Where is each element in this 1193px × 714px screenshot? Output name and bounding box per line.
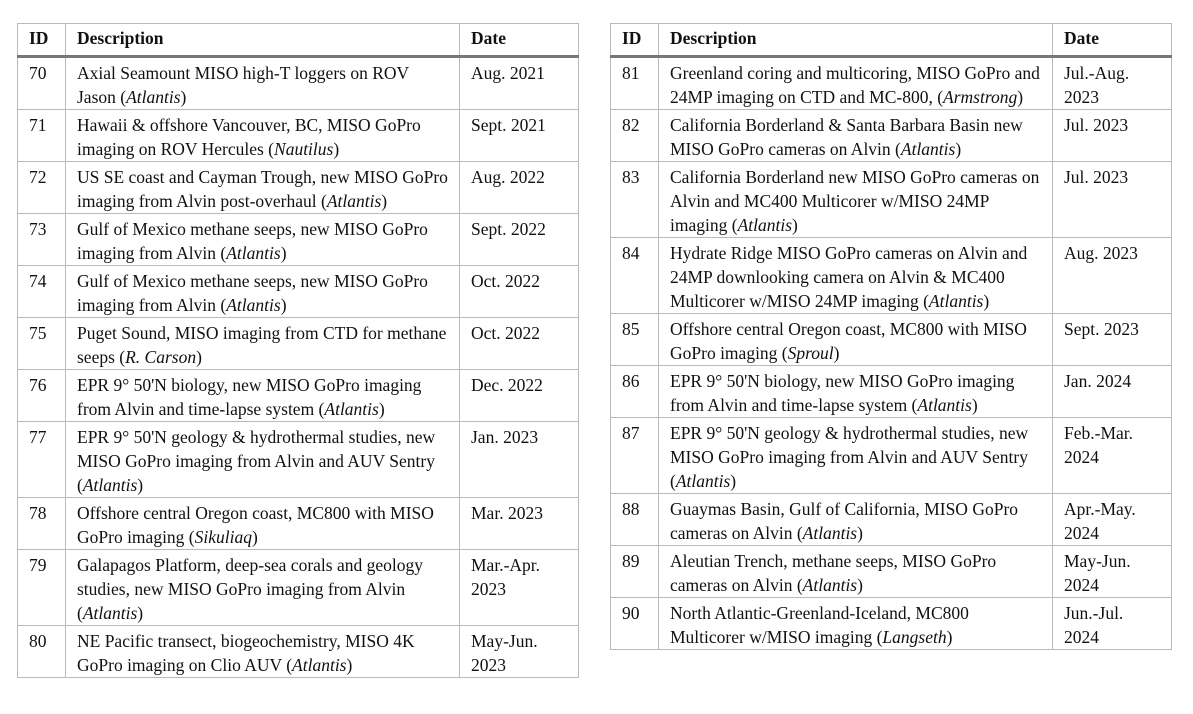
row-date: Oct. 2022	[460, 318, 579, 370]
vessel-name: Atlantis	[326, 191, 382, 211]
table-row	[18, 422, 579, 498]
description-tail: )	[252, 527, 258, 547]
row-id: 88	[611, 494, 659, 546]
table-row	[18, 57, 579, 110]
vessel-name: Atlantis	[900, 139, 956, 159]
row-date: Mar. 2023	[460, 498, 579, 550]
description-text: Guaymas Basin, Gulf of California, MISO GoPro cameras on Alvin (	[670, 499, 1019, 543]
row-description	[659, 418, 1053, 494]
row-id: 76	[18, 370, 66, 422]
vessel-name: Atlantis	[126, 87, 181, 107]
row-date: Aug. 2021	[460, 57, 579, 110]
row-id: 79	[18, 550, 66, 626]
row-id: 80	[18, 626, 66, 678]
description-text: Galapagos Platform, deep-sea corals and geology studies, new MISO GoPro imaging from Alvin (	[77, 555, 423, 623]
row-description	[66, 266, 460, 318]
row-date: Jan. 2023	[460, 422, 579, 498]
description-text: Offshore central Oregon coast, MC800 with MISO GoPro imaging (	[670, 319, 1027, 363]
vessel-name: Atlantis	[324, 399, 379, 419]
row-id: 87	[611, 418, 659, 494]
row-description	[66, 422, 460, 498]
vessel-name: Atlantis	[82, 603, 138, 623]
table-row	[18, 370, 579, 422]
description-tail: )	[333, 139, 340, 159]
header-date: Date	[460, 24, 579, 57]
description-tail: )	[946, 627, 953, 647]
description-text: EPR 9° 50'N geology & hydrothermal studies, new MISO GoPro imaging from Alvin and AUV Sentry (	[77, 427, 436, 495]
row-id: 73	[18, 214, 66, 266]
row-date: Dec. 2022	[460, 370, 579, 422]
description-tail: )	[137, 475, 144, 495]
row-id: 75	[18, 318, 66, 370]
row-id: 89	[611, 546, 659, 598]
table-row	[18, 162, 579, 214]
row-date: Mar.-Apr. 2023	[460, 550, 579, 626]
row-description	[659, 110, 1053, 162]
description-text: California Borderland new MISO GoPro cameras on Alvin and MC400 Multicorer w/MISO 24MP imaging (	[670, 167, 1040, 235]
row-id: 71	[18, 110, 66, 162]
table-row	[18, 318, 579, 370]
description-text: Axial Seamount MISO high-T loggers on ROV Jason (	[77, 63, 409, 107]
description-tail: )	[955, 139, 962, 159]
description-tail: )	[280, 295, 287, 315]
description-text: Aleutian Trench, methane seeps, MISO GoPro cameras on Alvin (	[670, 551, 997, 595]
description-tail: )	[346, 655, 353, 675]
description-text: Hydrate Ridge MISO GoPro cameras on Alvin and 24MP downlooking camera on Alvin & MC400 Multicorer w/MISO 24MP imaging (	[670, 243, 1028, 311]
row-description	[66, 110, 460, 162]
row-description	[659, 238, 1053, 314]
description-tail: )	[1017, 87, 1024, 107]
description-text: North Atlantic-Greenland-Iceland, MC800 Multicorer w/MISO imaging (	[670, 603, 969, 647]
row-date: Jun.-Jul. 2024	[1053, 598, 1172, 650]
row-date: Feb.-Mar. 2024	[1053, 418, 1172, 494]
row-description	[659, 57, 1053, 110]
vessel-name: Sproul	[787, 343, 834, 363]
row-description	[66, 214, 460, 266]
row-date: Jul. 2023	[1053, 162, 1172, 238]
row-date: Aug. 2023	[1053, 238, 1172, 314]
description-tail: )	[792, 215, 798, 235]
vessel-name: Nautilus	[274, 139, 334, 159]
row-description	[659, 546, 1053, 598]
description-text: EPR 9° 50'N biology, new MISO GoPro imaging from Alvin and time-lapse system (	[670, 371, 1015, 415]
table-row	[611, 110, 1172, 162]
row-description	[66, 162, 460, 214]
vessel-name: Atlantis	[292, 655, 347, 675]
row-description	[66, 318, 460, 370]
header-description: Description	[66, 24, 460, 57]
row-id: 81	[611, 57, 659, 110]
table-row	[18, 626, 579, 678]
row-date: Jul.-Aug. 2023	[1053, 57, 1172, 110]
table-row	[18, 266, 579, 318]
table-row	[611, 546, 1172, 598]
row-description	[66, 57, 460, 110]
description-tail: )	[381, 191, 388, 211]
row-id: 70	[18, 57, 66, 110]
description-tail: )	[857, 523, 863, 543]
description-text: Offshore central Oregon coast, MC800 with MISO GoPro imaging (	[77, 503, 434, 547]
row-description	[66, 626, 460, 678]
row-description	[659, 162, 1053, 238]
row-id: 83	[611, 162, 659, 238]
row-id: 90	[611, 598, 659, 650]
row-date: May-Jun. 2023	[460, 626, 579, 678]
row-id: 77	[18, 422, 66, 498]
header-id: ID	[611, 24, 659, 57]
vessel-name: Atlantis	[82, 475, 138, 495]
vessel-name: Atlantis	[737, 215, 793, 235]
row-id: 74	[18, 266, 66, 318]
table-row	[18, 110, 579, 162]
description-tail: )	[137, 603, 144, 623]
vessel-name: R. Carson	[125, 347, 197, 367]
table-row	[611, 314, 1172, 366]
header-description: Description	[659, 24, 1053, 57]
expedition-table-left	[17, 23, 579, 678]
table-body-left	[18, 57, 579, 678]
row-id: 86	[611, 366, 659, 418]
description-text: Gulf of Mexico methane seeps, new MISO GoPro imaging from Alvin (	[77, 271, 428, 315]
table-row	[18, 498, 579, 550]
row-description	[66, 550, 460, 626]
row-id: 85	[611, 314, 659, 366]
description-text: Gulf of Mexico methane seeps, new MISO GoPro imaging from Alvin (	[77, 219, 428, 263]
vessel-name: Sikuliaq	[194, 527, 252, 547]
vessel-name: Atlantis	[917, 395, 972, 415]
row-description	[659, 598, 1053, 650]
vessel-name: Atlantis	[802, 575, 858, 595]
header-date: Date	[1053, 24, 1172, 57]
vessel-name: Armstrong	[943, 87, 1018, 107]
row-id: 84	[611, 238, 659, 314]
table-header-row	[18, 24, 579, 57]
vessel-name: Atlantis	[928, 291, 984, 311]
description-tail: )	[857, 575, 863, 595]
description-tail: )	[196, 347, 202, 367]
vessel-name: Atlantis	[675, 471, 731, 491]
description-text: EPR 9° 50'N geology & hydrothermal studies, new MISO GoPro imaging from Alvin and AUV Sentry (	[670, 423, 1029, 491]
description-tail: )	[730, 471, 737, 491]
description-tail: )	[378, 399, 385, 419]
row-date: Sept. 2021	[460, 110, 579, 162]
table-row	[18, 550, 579, 626]
header-id: ID	[18, 24, 66, 57]
description-tail: )	[983, 291, 990, 311]
row-description	[659, 494, 1053, 546]
expedition-table-right	[610, 23, 1172, 650]
table-header-row	[611, 24, 1172, 57]
vessel-name: Atlantis	[226, 295, 281, 315]
table-row	[18, 214, 579, 266]
row-date: Aug. 2022	[460, 162, 579, 214]
table-row	[611, 162, 1172, 238]
vessel-name: Langseth	[882, 627, 947, 647]
table-row	[611, 366, 1172, 418]
row-description	[659, 314, 1053, 366]
table-row	[611, 598, 1172, 650]
description-tail: )	[180, 87, 187, 107]
row-date: May-Jun. 2024	[1053, 546, 1172, 598]
description-text: Greenland coring and multicoring, MISO GoPro and 24MP imaging on CTD and MC-800, (	[670, 63, 1040, 107]
table-row	[611, 57, 1172, 110]
description-tail: )	[833, 343, 840, 363]
row-date: Sept. 2023	[1053, 314, 1172, 366]
description-tail: )	[280, 243, 287, 263]
vessel-name: Atlantis	[802, 523, 858, 543]
row-id: 78	[18, 498, 66, 550]
row-description	[659, 366, 1053, 418]
description-text: NE Pacific transect, biogeochemistry, MISO 4K GoPro imaging on Clio AUV (	[77, 631, 415, 675]
row-date: Jul. 2023	[1053, 110, 1172, 162]
row-description	[66, 498, 460, 550]
description-text: Puget Sound, MISO imaging from CTD for methane seeps (	[77, 323, 447, 367]
description-tail: )	[971, 395, 978, 415]
vessel-name: Atlantis	[226, 243, 281, 263]
row-date: Oct. 2022	[460, 266, 579, 318]
row-date: Jan. 2024	[1053, 366, 1172, 418]
row-description	[66, 370, 460, 422]
row-id: 82	[611, 110, 659, 162]
description-text: Hawaii & offshore Vancouver, BC, MISO GoPro imaging on ROV Hercules (	[77, 115, 421, 159]
description-text: California Borderland & Santa Barbara Basin new MISO GoPro cameras on Alvin (	[670, 115, 1023, 159]
description-text: US SE coast and Cayman Trough, new MISO GoPro imaging from Alvin post-overhaul (	[77, 167, 448, 211]
table-row	[611, 238, 1172, 314]
row-id: 72	[18, 162, 66, 214]
row-date: Apr.-May. 2024	[1053, 494, 1172, 546]
table-body-right	[611, 57, 1172, 650]
description-text: EPR 9° 50'N biology, new MISO GoPro imaging from Alvin and time-lapse system (	[77, 375, 422, 419]
table-row	[611, 418, 1172, 494]
table-row	[611, 494, 1172, 546]
row-date: Sept. 2022	[460, 214, 579, 266]
